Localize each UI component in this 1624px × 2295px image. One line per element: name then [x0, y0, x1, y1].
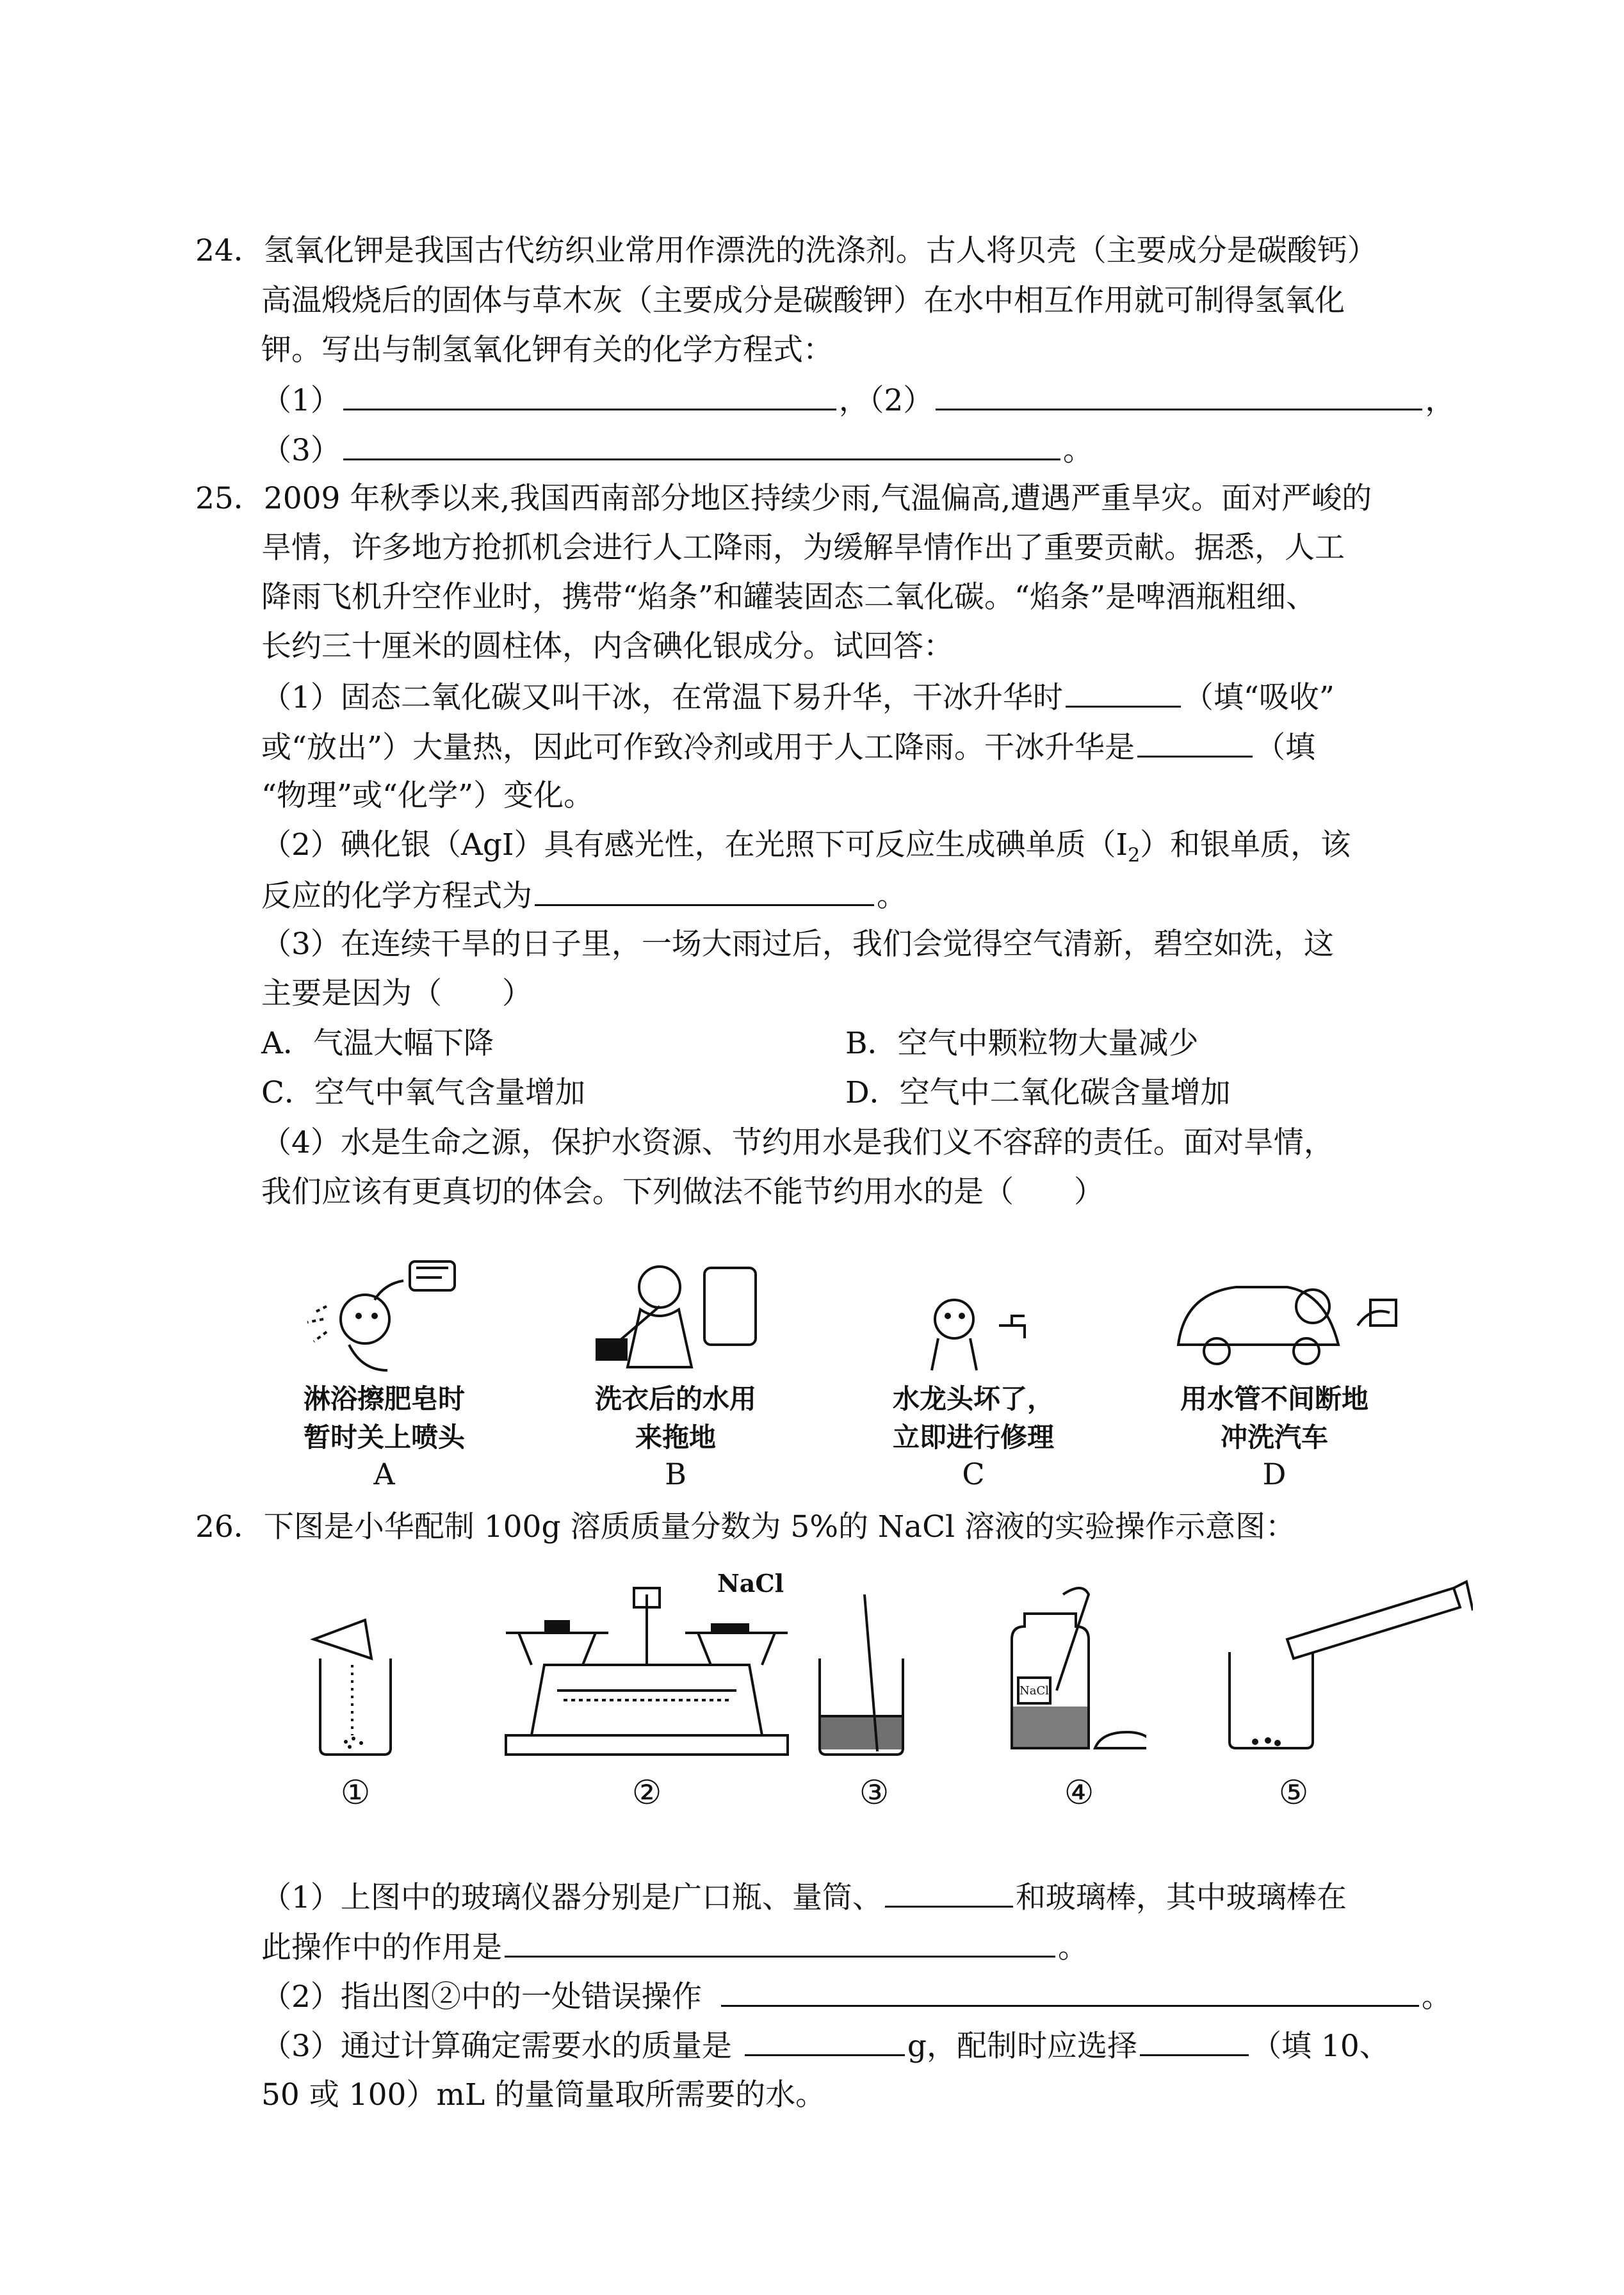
q26-sub1-period: 。: [1058, 1930, 1088, 1965]
picture-a-caption-line-1: 淋浴擦肥皂时: [303, 1383, 465, 1415]
q26-sub3-text-a: （3）通过计算确定需要水的质量是: [261, 2029, 732, 2064]
q24-answer-3-blank[interactable]: [343, 430, 1060, 460]
q25-sub2-blank[interactable]: [535, 876, 874, 906]
q26-sub1-text-b: 和玻璃棒，其中玻璃棒在: [1015, 1880, 1347, 1915]
car-washing-illustration: [1165, 1249, 1409, 1377]
q24-line-5: [261, 430, 1093, 469]
pouring-cylinder-illustration: [1217, 1569, 1473, 1761]
q26-line-1: 26．下图是小华配制 100g 溶质质量分数为 5%的 NaCl 溶液的实验操作示意图：: [195, 1509, 1295, 1545]
q26-sub1-line-2: [261, 1927, 1088, 1966]
q25-sub1-text-c: 或“放出”）大量热，因此可作致冷剂或用于人工降雨。干冰升华是: [261, 730, 1135, 765]
q25-sub2-period: 。: [877, 879, 907, 914]
q24-line-3: 钾。写出与制氢氧化钾有关的化学方程式：: [261, 332, 833, 368]
q26-sub2-line: [261, 1977, 1452, 2015]
shower-illustration: [288, 1249, 474, 1377]
q25-sub1-line-3: “物理”或“化学”）变化。: [261, 778, 594, 813]
picture-d-letter[interactable]: D: [1262, 1457, 1287, 1491]
q25-line-4: 长约三十厘米的圆柱体，内含碘化银成分。试回答：: [261, 629, 954, 664]
q25-sub2-line-1: [261, 826, 1351, 867]
q25-option-b[interactable]: B．空气中颗粒物大量减少: [845, 1026, 1199, 1061]
q26-sub2-period: 。: [1421, 1979, 1452, 2015]
picture-d-caption-line-1: 用水管不间断地: [1180, 1383, 1368, 1415]
nacl-jar-illustration: [999, 1582, 1146, 1761]
step-2-label: ②: [631, 1774, 662, 1812]
q26-sub3-blank-2[interactable]: [1140, 2026, 1249, 2056]
q25-sub3-line-1: （3）在连续干旱的日子里，一场大雨过后，我们会觉得空气清新，碧空如洗，这: [261, 927, 1334, 962]
q25-sub2-text-a: （2）碘化银（AgI）具有感光性，在光照下可反应生成碘单质（I: [261, 827, 1128, 863]
q25-sub2-subscript: 2: [1128, 844, 1141, 867]
q25-sub1-text-a: （1）固态二氧化碳又叫干冰，在常温下易升华，干冰升华时: [261, 680, 1063, 715]
q26-sub1-text-a: （1）上图中的玻璃仪器分别是广口瓶、量筒、: [261, 1880, 882, 1915]
beaker-with-paper-illustration: [307, 1607, 403, 1761]
q25-sub1-text-b: （填“吸收”: [1183, 680, 1335, 715]
q26-sub3-text-c: （填 10、: [1251, 2029, 1390, 2064]
q26-sub2-text: （2）指出图②中的一处错误操作: [261, 1979, 702, 2015]
q25-sub1-blank-1[interactable]: [1066, 677, 1181, 708]
balance-nacl-label: NaCl: [717, 1569, 784, 1598]
q25-sub2-text-c: 反应的化学方程式为: [261, 879, 532, 914]
q25-sub1-line-2: [261, 727, 1315, 766]
q24-part-3-label: （3）: [261, 433, 341, 468]
q26-sub1-text-c: 此操作中的作用是: [261, 1930, 502, 1965]
q25-option-c[interactable]: C．空气中氧气含量增加: [261, 1075, 585, 1110]
picture-b-letter[interactable]: B: [665, 1457, 686, 1491]
step-1-label: ①: [340, 1774, 371, 1812]
faucet-repair-illustration: [884, 1255, 1076, 1377]
step-3-label: ③: [859, 1774, 889, 1812]
mopping-illustration: [576, 1249, 768, 1377]
q25-sub4-line-1: （4）水是生命之源，保护水资源、节约用水是我们义不容辞的责任。面对旱情，: [261, 1125, 1334, 1160]
picture-c-letter[interactable]: C: [962, 1457, 985, 1491]
q24-answer-2-blank[interactable]: [936, 380, 1422, 410]
picture-d-caption-line-2: 冲洗汽车: [1220, 1422, 1328, 1453]
balance-illustration: [480, 1575, 813, 1767]
picture-c-caption-line-2: 立即进行修理: [892, 1422, 1054, 1453]
q24-line-1: 24．氢氧化钾是我国古代纺织业常用作漂洗的洗涤剂。古人将贝壳（主要成分是碳酸钙）: [195, 233, 1377, 268]
step-4-label: ④: [1064, 1774, 1094, 1812]
q26-sub1-blank-2[interactable]: [505, 1927, 1055, 1958]
picture-b-caption-line-2: 来拖地: [635, 1422, 716, 1453]
q25-sub4-line-2: 我们应该有更真切的体会。下列做法不能节约用水的是（ ）: [261, 1174, 1104, 1210]
q25-line-3: 降雨飞机升空作业时，携带“焰条”和罐装固态二氧化碳。“焰条”是啤酒瓶粗细、: [261, 580, 1317, 615]
q25-sub2-line-2: [261, 876, 907, 914]
q26-sub3-line-2: 50 或 100）mL 的量筒量取所需要的水。: [261, 2077, 826, 2113]
q24-answer-1-blank[interactable]: [343, 380, 836, 410]
q25-sub3-line-2: 主要是因为（ ）: [261, 976, 532, 1011]
picture-c-caption-line-1: 水龙头坏了，: [892, 1383, 1054, 1415]
q24-line-2: 高温煅烧后的固体与草木灰（主要成分是碳酸钾）在水中相互作用就可制得氢氧化: [261, 283, 1345, 318]
step-5-label: ⑤: [1278, 1774, 1309, 1812]
picture-a-caption-line-2: 暂时关上喷头: [303, 1422, 465, 1453]
q24-comma: ，: [1425, 383, 1456, 418]
q25-sub2-text-b: ）和银单质，该: [1140, 827, 1351, 863]
q24-part-2-label: ，（2）: [838, 383, 934, 418]
q25-sub1-line-1: [261, 677, 1335, 716]
picture-b-caption-line-1: 洗衣后的水用: [594, 1383, 756, 1415]
q25-line-1: 25．2009 年秋季以来,我国西南部分地区持续少雨,气温偏高,遭遇严重旱灾。面对严峻的: [195, 481, 1372, 516]
stirring-beaker-illustration: [807, 1582, 922, 1761]
q26-sub3-text-b: g，配制时应选择: [907, 2029, 1137, 2064]
q24-part-1-label: （1）: [261, 383, 341, 418]
q26-sub1-line-1: [261, 1877, 1347, 1916]
q26-sub3-line-1: [261, 2026, 1390, 2064]
q26-sub3-blank-1[interactable]: [745, 2026, 905, 2056]
water-saving-pictures: [269, 1249, 1409, 1498]
q24-period: 。: [1062, 433, 1093, 468]
q25-sub1-text-d: （填: [1255, 730, 1316, 765]
q26-sub2-blank[interactable]: [721, 1977, 1419, 2007]
q25-line-2: 旱情，许多地方抢抓机会进行人工降雨，为缓解旱情作出了重要贡献。据悉，人工: [261, 530, 1345, 565]
q25-sub1-blank-2[interactable]: [1137, 727, 1253, 758]
q25-option-d[interactable]: D．空气中二氧化碳含量增加: [845, 1075, 1231, 1110]
solution-prep-diagram: [269, 1569, 1473, 1825]
q26-sub1-blank-1[interactable]: [885, 1877, 1013, 1908]
q24-line-4: [261, 380, 1455, 419]
jar-nacl-label: NaCl: [1019, 1684, 1050, 1698]
picture-a-letter[interactable]: A: [373, 1457, 395, 1491]
q25-option-a[interactable]: A．气温大幅下降: [261, 1026, 494, 1061]
